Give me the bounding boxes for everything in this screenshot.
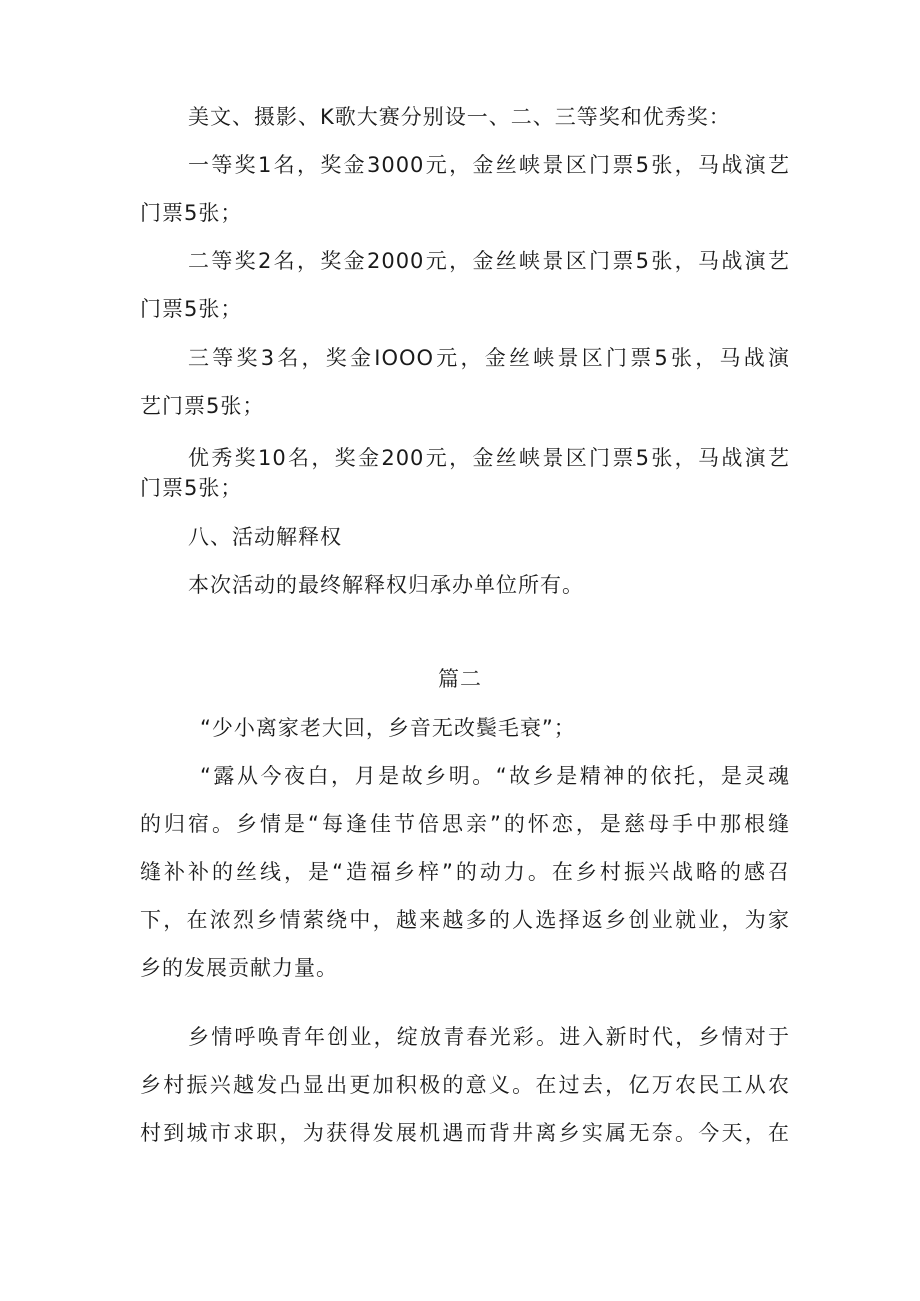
essay-line: 乡的发展贡献力量。	[140, 956, 338, 980]
essay-line: 缝补补的丝线，是“造福乡梓”的动力。在乡村振兴战略的感召	[140, 860, 790, 884]
poem-quote-line: “少小离家老大回，乡音无改鬓毛衰”；	[200, 716, 576, 740]
essay-line: 乡村振兴越发凸显出更加积极的意义。在过去，亿万农民工从农	[140, 1073, 790, 1097]
essay-line: 的归宿。乡情是“每逢佳节倍思亲”的怀恋，是慈母手中那根缝	[140, 812, 790, 836]
first-prize-line: 一等奖1名，奖金3000元，金丝峡景区门票5张，马战演艺	[188, 153, 790, 177]
third-prize-line-cont: 艺门票5张；	[140, 394, 265, 418]
excellence-prize-line: 优秀奖10名，奖金200元，金丝峡景区门票5张，马战演艺	[188, 446, 790, 470]
essay-line: “露从今夜白，月是故乡明。“故乡是精神的依托，是灵魂	[200, 764, 790, 788]
first-prize-line-cont: 门票5张；	[140, 201, 243, 225]
second-prize-line: 二等奖2名，奖金2000元，金丝峡景区门票5张，马战演艺	[188, 249, 790, 273]
essay-line: 村到城市求职，为获得发展机遇而背井离乡实属无奈。今天，在	[140, 1121, 790, 1145]
essay-line: 下，在浓烈乡情萦绕中，越来越多的人选择返乡创业就业，为家	[140, 908, 790, 932]
essay-line: 乡情呼唤青年创业，绽放青春光彩。进入新时代，乡情对于	[188, 1025, 790, 1049]
chapter-title: 篇二	[438, 667, 482, 691]
second-prize-line-cont: 门票5张；	[140, 297, 243, 321]
prize-intro-line: 美文、摄影、K歌大赛分别设一、二、三等奖和优秀奖：	[188, 105, 731, 129]
excellence-prize-line-cont: 门票5张；	[140, 476, 243, 500]
interpretation-statement: 本次活动的最终解释权归承办单位所有。	[188, 573, 584, 597]
section-heading-interpretation: 八、活动解释权	[188, 525, 342, 549]
third-prize-line: 三等奖3名，奖金IOOO元，金丝峡景区门票5张，马战演	[188, 346, 790, 370]
